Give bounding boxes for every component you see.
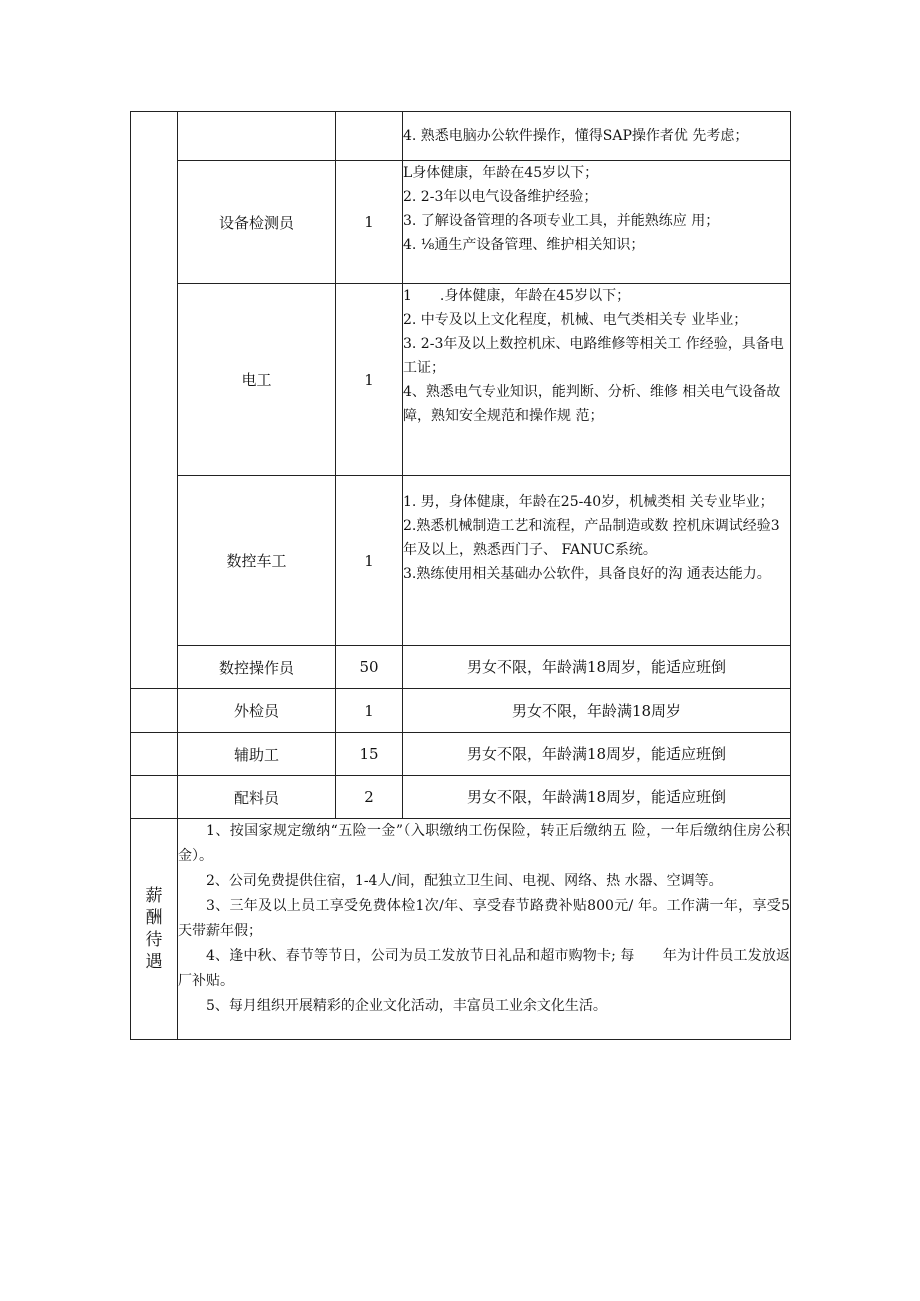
position-cell: 数控操作员 (178, 646, 336, 689)
table-row (131, 284, 791, 476)
count-cell: 1 (336, 284, 403, 476)
benefits-content (178, 819, 791, 1040)
benefit-item: 1、按国家规定缴纳“五险一金”（入职缴纳工伤保险，转正后缴纳五 险，一年后缴纳住房公积金）。 (178, 823, 790, 864)
position-cell: 外检员 (178, 689, 336, 733)
requirement-line: 4. ⅛通生产设备管理、维护相关知识； (403, 237, 645, 253)
requirements-cell: 男女不限，年龄满18周岁，能适应班倒 (403, 776, 791, 819)
count-cell: 50 (336, 646, 403, 689)
benefit-item: 4、逢中秋、春节等节日，公司为员工发放节日礼品和超市购物卡; 每 年为计件员工发放返厂补贴。 (178, 948, 790, 989)
table-row (131, 689, 791, 733)
requirement-line: 1 .身体健康，年龄在45岁以下； (403, 288, 631, 304)
recruitment-table (130, 111, 791, 1040)
position-cell (178, 112, 336, 161)
benefits-label (131, 885, 177, 973)
requirement-line: 4. 熟悉电脑办公软件操作，懂得SAP操作者优 先考虑； (403, 128, 749, 144)
benefits-label-char: 待 (145, 930, 163, 950)
table-row (131, 733, 791, 776)
count-cell: 15 (336, 733, 403, 776)
benefits-label-cell (131, 819, 178, 1040)
requirement-line: 2. 中专及以上文化程度，机械、电气类相关专 业毕业； (403, 312, 748, 328)
table-row (131, 776, 791, 819)
count-cell: 1 (336, 689, 403, 733)
table-row (131, 646, 791, 689)
table-row (131, 476, 791, 646)
requirements-cell (403, 161, 791, 284)
requirement-line: 1. 男，身体健康，年龄在25-40岁，机械类相 关专业毕业； (403, 494, 774, 510)
position-cell: 配料员 (178, 776, 336, 819)
position-cell: 数控车工 (178, 476, 336, 646)
table-row (131, 112, 791, 161)
category-cell (131, 776, 178, 819)
requirement-line: 3. 2-3年及以上数控机床、电路维修等相关工 作经验，具备电工证； (403, 336, 784, 376)
requirement-line: 2. 2-3年以电气设备维护经验； (403, 189, 598, 205)
requirements-cell: 男女不限，年龄满18周岁，能适应班倒 (403, 646, 791, 689)
position-cell: 辅助工 (178, 733, 336, 776)
requirements-cell (403, 112, 791, 161)
requirements-cell: 男女不限，年龄满18周岁 (403, 689, 791, 733)
benefit-item: 2、公司免费提供住宿，1-4人/间，配独立卫生间、电视、网络、热 水器、空调等。 (206, 873, 723, 889)
count-cell: 2 (336, 776, 403, 819)
requirements-cell: 男女不限，年龄满18周岁，能适应班倒 (403, 733, 791, 776)
benefits-row (131, 819, 791, 1040)
position-cell: 设备检测员 (178, 161, 336, 284)
position-cell: 电工 (178, 284, 336, 476)
table-row (131, 161, 791, 284)
benefit-item: 3、三年及以上员工享受免费体检1次/年、享受春节路费补贴800元/ 年。工作满一年，享受5天带薪年假； (178, 898, 790, 939)
count-cell: 1 (336, 161, 403, 284)
count-cell: 1 (336, 476, 403, 646)
requirement-line: 4、熟悉电气专业知识，能判断、分析、维修 相关电气设备故障，熟知安全规范和操作规 范； (403, 384, 781, 424)
requirement-line: 3. 了解设备管理的各项专业工具，并能熟练应 用； (403, 213, 720, 229)
category-cell (131, 689, 178, 733)
requirement-line: L身体健康，年龄在45岁以下； (403, 165, 599, 181)
category-cell (131, 733, 178, 776)
benefits-label-char: 遇 (145, 952, 163, 972)
category-cell (131, 112, 178, 689)
benefits-label-char: 薪 (145, 886, 163, 906)
requirement-line: 3.熟练使用相关基础办公软件，具备良好的沟 通表达能力。 (403, 566, 771, 582)
requirements-cell (403, 476, 791, 646)
count-cell (336, 112, 403, 161)
requirement-line: 2.熟悉机械制造工艺和流程，产品制造或数 控机床调试经验3年及以上，熟悉西门子、 FANUC系统。 (403, 518, 780, 558)
requirements-cell (403, 284, 791, 476)
benefits-label-char: 酬 (145, 908, 163, 928)
benefit-item: 5、每月组织开展精彩的企业文化活动，丰富员工业余文化生活。 (206, 998, 607, 1014)
